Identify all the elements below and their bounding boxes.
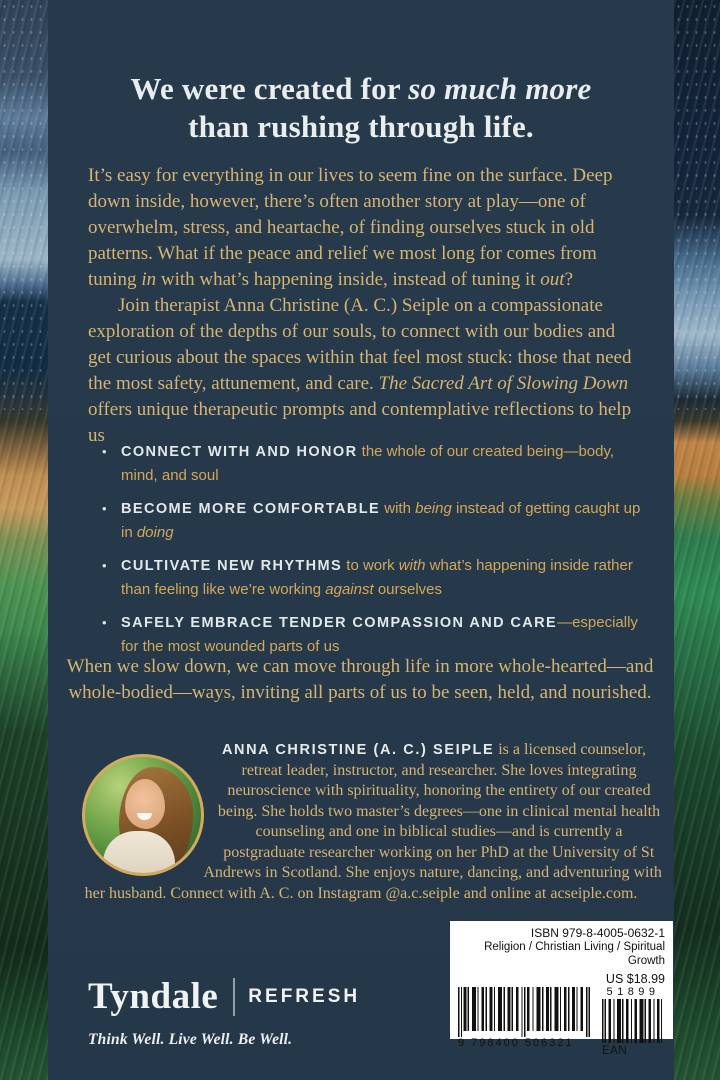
ean13-barcode (458, 987, 590, 1049)
tyndale-wordmark: Tyndale (88, 976, 219, 1017)
bullet-lead: SAFELY EMBRACE TENDER COMPASSION AND CARE (121, 615, 558, 631)
bullet-lead: CULTIVATE NEW RHYTHMS (121, 558, 343, 574)
bullet-icon: • (102, 501, 107, 516)
author-bio (58, 740, 664, 904)
list-item (100, 611, 645, 658)
barcode-digits: 9 798400 506321 (458, 1037, 574, 1049)
closing-paragraph: When we slow down, we can move through life in more whole-hearted—and whole-bodied—ways, inviting all parts of us to be seen, held, and nourished. (66, 656, 654, 703)
headline-line1-pre: We were created for (130, 71, 409, 106)
publisher-tagline: Think Well. Live Well. Be Well. (88, 1031, 293, 1048)
addon-digits: 51899 (606, 986, 660, 998)
photo-face (125, 779, 165, 829)
benefits-list (100, 440, 645, 668)
headline-emphasis: so much more (408, 71, 592, 106)
description (88, 163, 640, 449)
headline-line2: than rushing through life. (188, 109, 534, 144)
refresh-imprint: REFRESH (248, 985, 361, 1007)
bullet-text: —especially for the most wounded parts of us (121, 614, 638, 655)
barcode-bars (458, 987, 590, 1037)
painting-left-edge (0, 0, 48, 1080)
painting-right-edge (674, 0, 720, 1080)
paragraph-1: It’s easy for everything in our lives to seem fine on the surface. Deep down inside, however, there’s often another story at play—one of overwhelm, stress, and heartache, of finding ourselves stuck in old patterns. What if the peace and relief we most long for comes from tuning in with what’s happening inside, instead of tuning it out? (88, 165, 613, 290)
headline (48, 70, 674, 146)
list-item (100, 440, 645, 487)
bullet-lead: BECOME MORE COMFORTABLE (121, 501, 381, 517)
bullet-lead: CONNECT WITH AND HONOR (121, 444, 358, 460)
bullet-text: with being instead of getting caught up in doing (121, 500, 641, 541)
bullet-text: the whole of our created being—body, mind, and soul (121, 443, 615, 484)
author-name: ANNA CHRISTINE (A. C.) SEIPLE (221, 742, 495, 758)
list-item (100, 497, 645, 544)
author-photo (82, 754, 204, 876)
addon-bars (602, 999, 662, 1043)
bullet-icon: • (102, 558, 107, 573)
bullet-text: to work with what’s happening inside rather than feeling like we’re working against ourselves (121, 557, 633, 598)
paragraph-2: Join therapist Anna Christine (A. C.) Seiple on a compassionate exploration of the depths of our souls, to connect with our bodies and get curious about the spaces within that feel most stuck: those that need the most safety, attunement, and care. The Sacred Art of Slowing Down offers unique therapeutic prompts and contemplative reflections to help us (88, 295, 632, 446)
back-cover-panel (48, 0, 674, 1080)
bullet-icon: • (102, 615, 107, 630)
list-item (100, 554, 645, 601)
publisher-logo (88, 975, 360, 1049)
ean5-addon-barcode (602, 987, 664, 1057)
logo-divider (233, 978, 235, 1016)
barcode-block (450, 921, 673, 1057)
isbn-number: ISBN 979-8-4005-0632-1 (530, 926, 665, 940)
bullet-icon: • (102, 444, 107, 459)
price: US $18.99 (605, 972, 665, 986)
book-category: Religion / Christian Living / Spiritual Growth (484, 941, 665, 967)
ean-label: EAN (602, 1045, 628, 1057)
author-bio-text: is a licensed counselor, retreat leader, instructor, and researcher. She loves integrating neuroscience with spirituality, honoring the entirety of our created being. She holds two master’s degrees—one in clinical mental health counseling and one in biblical studies—and is currently a postgraduate researcher working on her PhD at the University of St Andrews in Scotland. She enjoys nature, dancing, and adventuring with her husband. Connect with A. C. on Instagram @a.c.seiple and online at acseiple.com. (84, 741, 662, 902)
